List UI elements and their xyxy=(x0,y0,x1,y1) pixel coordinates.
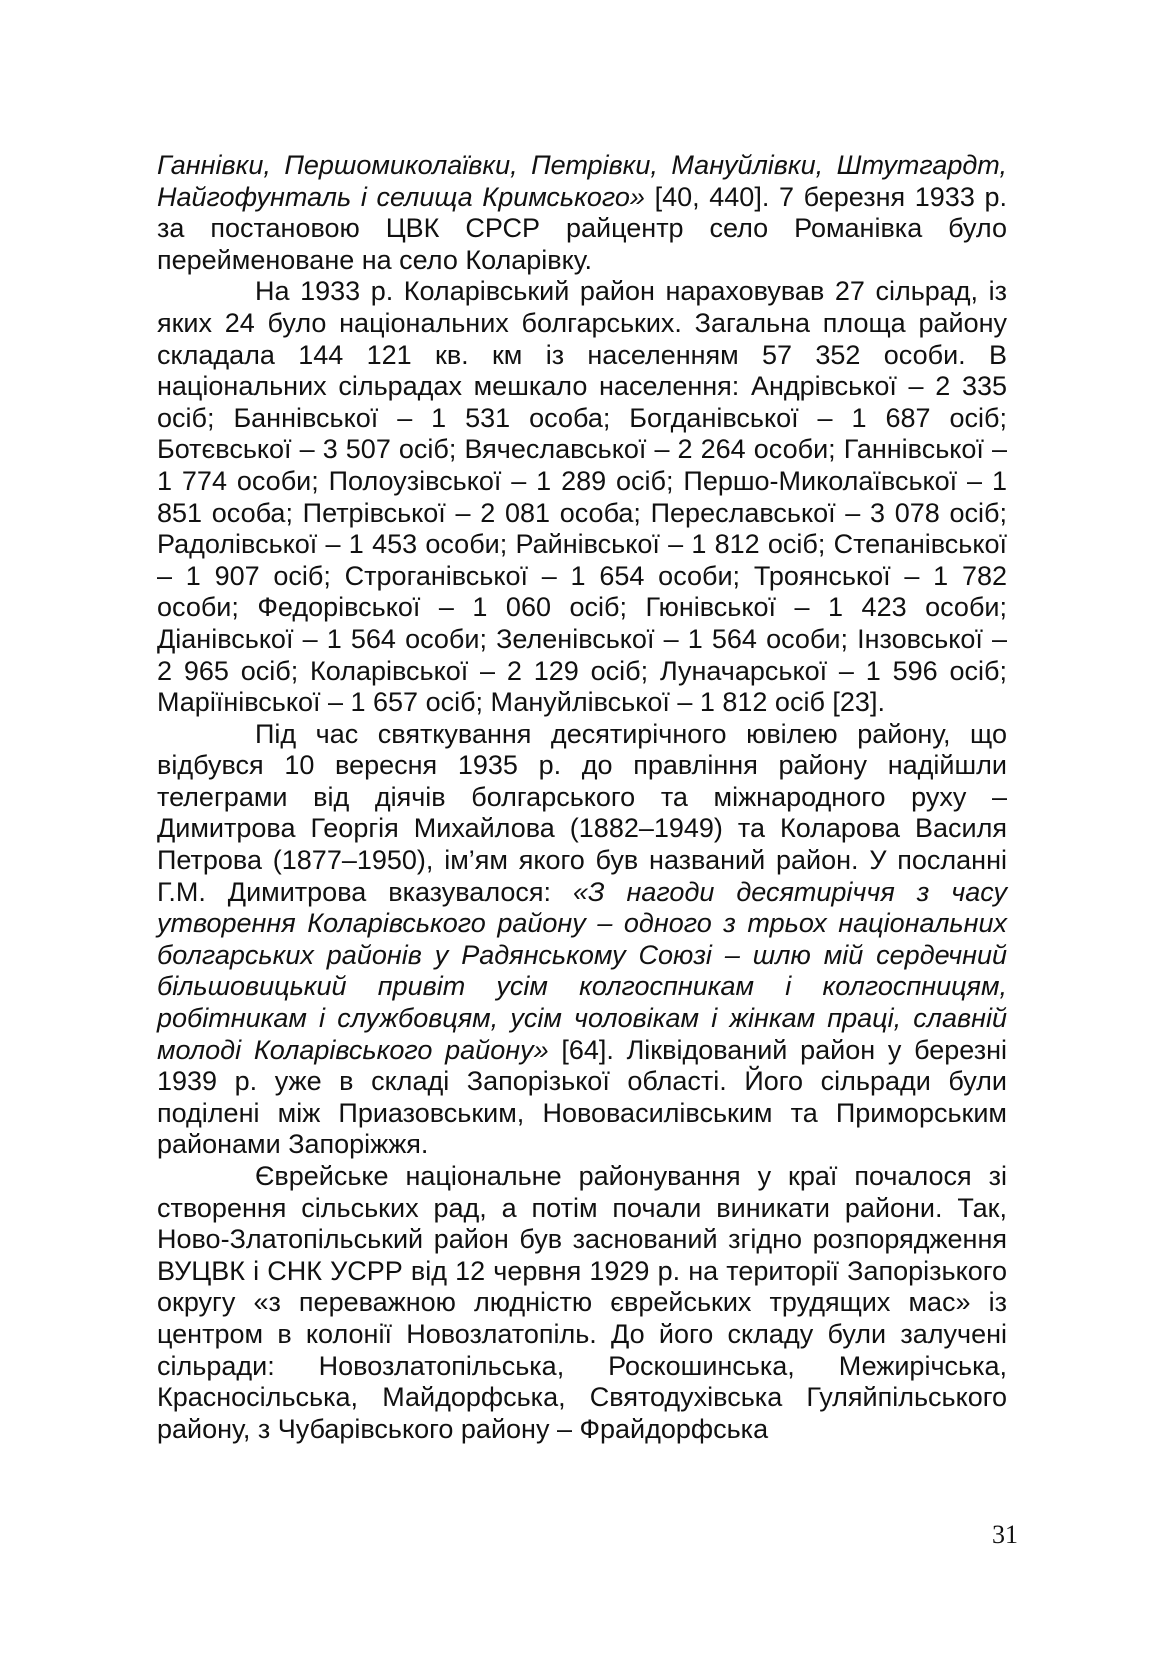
text-run: [40, 440]. 7 березня 1933 р. за постановою ЦВК СРСР райцентр село Романівка було перейменоване на село Коларівку. xyxy=(157,181,1007,275)
paragraph-4 xyxy=(157,1161,1007,1445)
page-number: 31 xyxy=(992,1520,1018,1549)
italic-quote-dimitrov: «З нагоди десятиріччя з часу утворення Коларівського району – одного з трьох національних болгарських районів у Радянському Союзі – шлю мій сердечний більшовицький привіт усім колгоспникам і колгоспницям, робітникам і службовцям, усім чоловікам і жінкам праці, славній молоді Коларівського району» xyxy=(157,876,1007,1065)
text-run: Єврейське національне районування у краї почалося зі створення сільських рад, а потім почали виникати райони. Так, Ново-Златопільський район був заснований згідно розпорядження ВУЦВК і СНК УСРР від 12 червня 1929 р. на території Запорізького округу «з переважною людністю єврейських трудящих мас» із центром в колонії Новозлатопіль. До його складу були залучені сільради: Новозлатопільська, Роскошинська, Межирічська, Красносільська, Майдорфська, Святодухівська Гуляйпільського району, з Чубарівського району – Фрайдорфська xyxy=(157,1161,1007,1444)
paragraph-1 xyxy=(157,150,1007,276)
text-run: Під час святкування десятирічного ювілею району, що відбувся 10 вересня 1935 р. до правління району надійшли телеграми від діячів болгарського та міжнародного руху – Димитрова Георгія Михайлова (1882–1949) та Коларова Василя Петрова (1877–1950), ім’ям якого був названий район. У посланні Г.М. Димитрова вказувалося: xyxy=(157,718,1007,907)
italic-quote-villages: Ганнівки, Першомиколаївки, Петрівки, Мануйлівки, Штутгардт, Найгофунталь і селища Кримського» xyxy=(157,150,1007,212)
body-text xyxy=(157,150,1007,1445)
text-run: На 1933 р. Коларівський район нараховував 27 сільрад, із яких 24 було національних болгарських. Загальна площа району складала 144 121 кв. км із населенням 57 352 особи. В національних сільрадах мешкало населення: Андрівської – 2 335 осіб; Баннівської – 1 531 особа; Богданівської – 1 687 осіб; Ботєвської – 3 507 осіб; Вячеславської – 2 264 особи; Ганнівської – 1 774 особи; Полоузівської – 1 289 осіб; Першо-Миколаївської – 1 851 особа; Петрівської – 2 081 особа; Переславської – 3 078 осіб; Радолівської – 1 453 особи; Райнівської – 1 812 осіб; Степанівської – 1 907 осіб; Строганівської – 1 654 особи; Троянської – 1 782 особи; Федорівської – 1 060 осіб; Гюнівської – 1 423 особи; Діанівської – 1 564 особи; Зеленівської – 1 564 особи; Інзовської – 2 965 осіб; Коларівської – 2 129 осіб; Луначарської – 1 596 осіб; Маріїнівської – 1 657 осіб; Мануйлівської – 1 812 осіб [23]. xyxy=(157,276,1007,718)
paragraph-3 xyxy=(157,719,1007,1161)
paragraph-2 xyxy=(157,276,1007,718)
text-run: [64]. Ліквідований район у березні 1939 р. уже в складі Запорізької області. Його сільради були поділені між Приазовським, Нововасилівським та Приморським районами Запоріжжя. xyxy=(157,1034,1008,1160)
